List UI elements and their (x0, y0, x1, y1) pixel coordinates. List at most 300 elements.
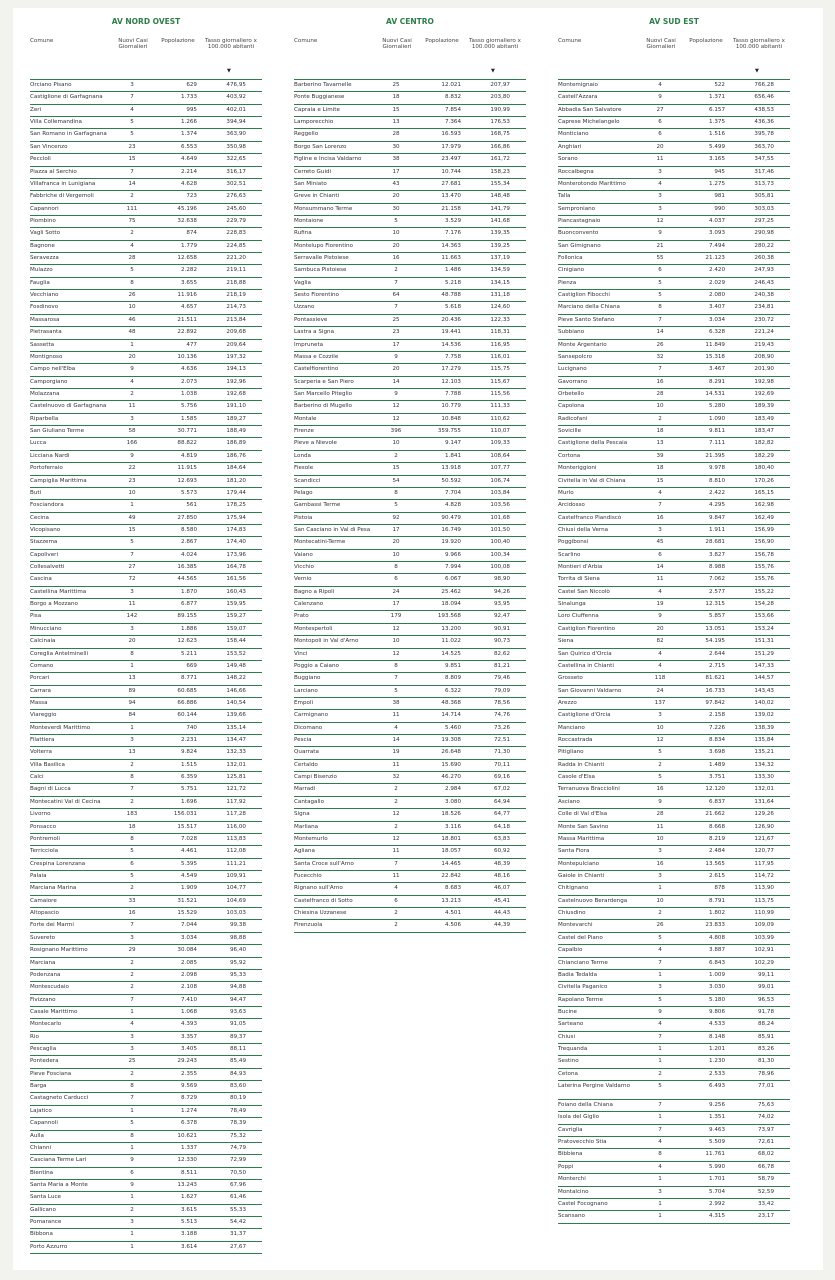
table-row (30, 253, 262, 265)
cell-popolazione: 3.357 (180, 1033, 197, 1040)
cell-comune: Gambassi Terme (294, 502, 341, 509)
cell-popolazione: 6.359 (180, 774, 197, 781)
cell-tasso: 149,48 (226, 662, 246, 669)
header-comune[interactable]: Comune (558, 38, 582, 44)
cell-casi: 2 (130, 885, 134, 892)
cell-comune: Orciano Pisano (30, 82, 72, 88)
cell-tasso: 116,00 (226, 823, 246, 830)
cell-comune: Torrita di Siena (558, 576, 600, 583)
cell-popolazione: 1.585 (180, 415, 197, 422)
cell-tasso: 228,83 (226, 230, 246, 237)
cell-comune: Capalbio (558, 947, 583, 954)
cell-comune: Uzzano (294, 304, 315, 311)
cell-popolazione: 13.200 (441, 625, 461, 632)
cell-tasso: 113,90 (754, 885, 774, 892)
cell-casi: 14 (392, 737, 400, 744)
cell-tasso: 31,37 (229, 1231, 246, 1238)
header-tasso[interactable]: Tasso giornaliero x 100.000 abitanti (205, 38, 257, 51)
sort-desc-icon[interactable]: ▼ (227, 68, 231, 74)
cell-comune: Molazzana (30, 390, 60, 397)
header-popolazione[interactable]: Popolazione (689, 38, 723, 44)
cell-popolazione: 19.920 (441, 539, 461, 546)
cell-popolazione: 88.822 (177, 440, 197, 447)
table-row (30, 1155, 262, 1167)
cell-tasso: 201,90 (754, 366, 774, 373)
cell-casi: 1 (658, 1213, 662, 1220)
cell-popolazione: 21.123 (705, 255, 725, 262)
cell-popolazione: 669 (186, 662, 197, 669)
cell-tasso: 103,56 (490, 502, 510, 509)
cell-comune: Fiesole (294, 465, 314, 472)
cell-casi: 2 (130, 761, 134, 768)
cell-tasso: 94,47 (229, 996, 246, 1003)
table-row (294, 92, 526, 104)
cell-comune: San Quirico d'Orcia (558, 650, 612, 657)
table-row (558, 846, 790, 858)
cell-popolazione: 9.847 (708, 514, 725, 521)
header-casi[interactable]: Nuovi Casi Giornalieri (118, 38, 148, 51)
cell-tasso: 144,57 (754, 675, 774, 682)
cell-tasso: 78,96 (757, 1070, 774, 1077)
table-row (30, 896, 262, 908)
cell-comune: Carmignano (294, 712, 329, 719)
cell-popolazione: 16.385 (177, 564, 197, 571)
cell-comune: Figline e Incisa Valdarno (294, 156, 362, 163)
cell-popolazione: 1.701 (708, 1176, 725, 1183)
cell-casi: 5 (394, 217, 398, 224)
table-row (558, 723, 790, 735)
cell-popolazione: 7.410 (180, 996, 197, 1003)
cell-popolazione: 561 (186, 502, 197, 509)
cell-tasso: 89,37 (229, 1033, 246, 1040)
cell-comune: Capannori (30, 205, 59, 212)
sort-desc-icon[interactable]: ▼ (755, 68, 759, 74)
cell-tasso: 96,53 (757, 996, 774, 1003)
cell-popolazione: 3.827 (708, 551, 725, 558)
cell-casi: 4 (658, 650, 662, 657)
cell-popolazione: 3.467 (708, 366, 725, 373)
cell-comune: Montecatini Val di Cecina (30, 798, 101, 805)
cell-tasso: 178,25 (226, 502, 246, 509)
cell-comune: Rio (30, 1033, 39, 1040)
table-row (294, 426, 526, 438)
cell-popolazione: 21.395 (705, 452, 725, 459)
cell-comune: Roccalbegna (558, 168, 594, 175)
cell-casi: 92 (392, 514, 400, 521)
cell-comune: Piancastagnaio (558, 217, 601, 224)
cell-comune: Pisa (30, 613, 42, 620)
cell-popolazione: 18.526 (441, 811, 461, 818)
cell-casi: 12 (392, 835, 400, 842)
cell-casi: 7 (394, 860, 398, 867)
cell-tasso: 656,46 (754, 94, 774, 101)
cell-tasso: 153,52 (226, 650, 246, 657)
cell-popolazione: 5.499 (708, 143, 725, 150)
cell-casi: 5 (658, 996, 662, 1003)
cell-casi: 3 (658, 873, 662, 879)
cell-casi: 49 (128, 514, 136, 521)
table-row (294, 228, 526, 240)
table-row (294, 451, 526, 463)
table-row (30, 772, 262, 784)
table-row (558, 772, 790, 784)
cell-comune: Bientina (30, 1169, 54, 1176)
cell-comune: Pelago (294, 489, 313, 496)
header-popolazione[interactable]: Popolazione (161, 38, 195, 44)
header-tasso[interactable]: Tasso giornaliero x 100.000 abitanti (733, 38, 785, 51)
cell-casi: 29 (128, 947, 136, 954)
cell-popolazione: 5.704 (708, 1188, 725, 1195)
cell-comune: Chitignano (558, 885, 589, 892)
table-row (294, 574, 526, 586)
cell-casi: 3 (658, 712, 662, 719)
table-row (558, 525, 790, 537)
table-row (558, 673, 790, 685)
table-row (30, 649, 262, 661)
cell-popolazione: 4.819 (180, 452, 197, 459)
cell-comune: Firenze (294, 428, 314, 435)
cell-comune: Lamporecchio (294, 119, 334, 126)
cell-comune: Buonconvento (558, 230, 599, 237)
cell-popolazione: 4.315 (708, 1213, 725, 1220)
cell-comune: Monteverdi Marittimo (30, 724, 91, 731)
cell-casi: 4 (658, 180, 662, 187)
cell-popolazione: 8.810 (708, 477, 725, 484)
cell-tasso: 69,16 (493, 774, 510, 781)
cell-casi: 13 (392, 119, 400, 126)
cell-casi: 20 (392, 539, 400, 546)
cell-comune: Roccastrada (558, 737, 593, 744)
table-row (558, 784, 790, 796)
cell-casi: 5 (130, 1120, 134, 1127)
cell-comune: Fucecchio (294, 873, 322, 879)
cell-casi: 9 (658, 1008, 662, 1015)
cell-casi: 3 (658, 205, 662, 212)
cell-casi: 55 (656, 255, 664, 262)
cell-casi: 2 (658, 761, 662, 768)
cell-comune: Montopoli in Val d'Arno (294, 638, 359, 645)
table-row (294, 513, 526, 525)
cell-tasso: 110,62 (490, 415, 510, 422)
table-row (30, 179, 262, 191)
cell-casi: 24 (392, 588, 400, 595)
cell-popolazione: 4.024 (180, 551, 197, 558)
cell-tasso: 192,68 (226, 390, 246, 397)
cell-popolazione: 8.988 (708, 564, 725, 571)
cell-casi: 9 (130, 452, 134, 459)
header-casi[interactable]: Nuovi Casi Giornalieri (646, 38, 676, 51)
header-tasso[interactable]: Tasso giornaliero x 100.000 abitanti (469, 38, 521, 51)
table-row (30, 1007, 262, 1019)
cell-tasso: 115,67 (490, 378, 510, 385)
cell-casi: 8 (394, 564, 398, 571)
header-popolazione[interactable]: Popolazione (425, 38, 459, 44)
cell-tasso: 44,39 (493, 922, 510, 929)
cell-casi: 38 (392, 699, 400, 706)
cell-tasso: 245,60 (226, 205, 246, 212)
cell-casi: 4 (658, 947, 662, 954)
cell-tasso: 92,47 (493, 613, 510, 620)
table-row (30, 438, 262, 450)
cell-comune: Civitella Paganico (558, 984, 608, 991)
cell-comune: Sinalunga (558, 601, 586, 608)
table-row (558, 92, 790, 104)
cell-popolazione: 90.479 (441, 514, 461, 521)
cell-casi: 2 (394, 786, 398, 793)
cell-comune: Castelfranco di Sotto (294, 897, 353, 904)
cell-comune: Porto Azzurro (30, 1243, 68, 1250)
cell-popolazione: 13.051 (705, 625, 725, 632)
cell-comune: Massa Marittima (558, 835, 605, 842)
cell-tasso: 111,21 (226, 860, 246, 867)
table-row (294, 550, 526, 562)
cell-tasso: 132,01 (226, 761, 246, 768)
cell-tasso: 155,76 (754, 576, 774, 583)
cell-tasso: 109,09 (754, 922, 774, 929)
cell-casi: 26 (656, 922, 664, 929)
table-row (30, 1143, 262, 1155)
cell-casi: 18 (392, 94, 400, 101)
cell-comune: Seravezza (30, 255, 59, 262)
cell-casi: 8 (394, 662, 398, 669)
cell-tasso: 230,72 (754, 316, 774, 323)
table-row (30, 525, 262, 537)
table-row (558, 933, 790, 945)
cell-comune: Marliana (294, 823, 319, 830)
cell-casi: 8 (130, 1083, 134, 1090)
cell-casi: 1 (130, 1231, 134, 1238)
table-row (30, 1242, 262, 1254)
table-row (294, 760, 526, 772)
table-row (294, 129, 526, 141)
table-row (30, 500, 262, 512)
cell-tasso: 218,19 (226, 292, 246, 299)
cell-comune: Marciana (30, 959, 56, 966)
cell-popolazione: 1.627 (180, 1194, 197, 1201)
cell-comune: Pieve Fosciana (30, 1070, 72, 1077)
table-row (30, 154, 262, 166)
cell-popolazione: 12.120 (705, 786, 725, 793)
cell-tasso: 125,81 (226, 774, 246, 781)
cell-casi: 4 (658, 1139, 662, 1146)
table-row (294, 784, 526, 796)
cell-popolazione: 21.158 (441, 205, 461, 212)
table-row (294, 302, 526, 314)
cell-casi: 3 (130, 1033, 134, 1040)
cell-casi: 26 (656, 341, 664, 348)
cell-comune: Sorano (558, 156, 578, 163)
cell-popolazione: 6.328 (708, 329, 725, 336)
cell-popolazione: 2.984 (444, 786, 461, 793)
cell-casi: 23 (128, 477, 136, 484)
cell-comune: Castel San Niccolò (558, 588, 610, 595)
table-row (294, 401, 526, 413)
cell-popolazione: 3.030 (708, 984, 725, 991)
cell-casi: 16 (392, 255, 400, 262)
table-row (294, 834, 526, 846)
cell-tasso: 153,24 (754, 625, 774, 632)
cell-comune: Pitigliano (558, 749, 584, 756)
cell-popolazione: 2.073 (180, 378, 197, 385)
cell-popolazione: 522 (714, 82, 725, 88)
cell-comune: Massarosa (30, 316, 60, 323)
cell-casi: 7 (130, 94, 134, 101)
cell-popolazione: 17.279 (441, 366, 461, 373)
cell-tasso: 246,43 (754, 279, 774, 286)
cell-comune: Cascina (30, 576, 52, 583)
cell-comune: Cerreto Guidi (294, 168, 332, 175)
table-row (294, 809, 526, 821)
cell-comune: San Giuliano Terme (30, 428, 85, 435)
cell-popolazione: 8.668 (708, 823, 725, 830)
table-row (30, 760, 262, 772)
cell-tasso: 139,35 (490, 230, 510, 237)
cell-comune: Cantagallo (294, 798, 325, 805)
cell-casi: 5 (130, 539, 134, 546)
table-row (294, 883, 526, 895)
cell-casi: 3 (130, 1046, 134, 1053)
cell-comune: Comano (30, 662, 54, 669)
cell-tasso: 99,11 (757, 971, 774, 978)
cell-popolazione: 60.144 (177, 712, 197, 719)
cell-comune: Fosciandora (30, 502, 64, 509)
table-row (558, 1032, 790, 1044)
table-row (30, 698, 262, 710)
cell-tasso: 143,43 (754, 687, 774, 694)
cell-tasso: 110,07 (490, 428, 510, 435)
cell-comune: Orbetello (558, 390, 584, 397)
cell-tasso: 118,31 (490, 329, 510, 336)
cell-popolazione: 4.636 (180, 366, 197, 373)
cell-comune: Larciano (294, 687, 318, 694)
cell-tasso: 161,72 (490, 156, 510, 163)
cell-tasso: 98,90 (493, 576, 510, 583)
table-row (30, 661, 262, 673)
cell-comune: Lucca (30, 440, 47, 447)
cell-casi: 15 (656, 477, 664, 484)
table-row (558, 1044, 790, 1056)
table-row (294, 438, 526, 450)
cell-casi: 3 (130, 82, 134, 88)
cell-comune: Pistoia (294, 514, 313, 521)
cell-tasso: 117,28 (226, 811, 246, 818)
table-row (30, 1069, 262, 1081)
cell-comune: Carrara (30, 687, 51, 694)
cell-casi: 1 (658, 1200, 662, 1207)
cell-casi: 48 (128, 329, 136, 336)
cell-popolazione: 5.857 (708, 613, 725, 620)
cell-popolazione: 7.994 (444, 564, 461, 571)
cell-casi: 12 (392, 625, 400, 632)
table-row (558, 1211, 790, 1223)
cell-popolazione: 2.867 (180, 539, 197, 546)
cell-tasso: 302,51 (226, 180, 246, 187)
table-row (30, 995, 262, 1007)
cell-comune: Sassetta (30, 341, 55, 348)
cell-casi: 7 (658, 1126, 662, 1133)
cell-tasso: 192,69 (754, 390, 774, 397)
table-row (558, 760, 790, 772)
cell-tasso: 70,50 (229, 1169, 246, 1176)
cell-tasso: 102,91 (754, 947, 774, 954)
cell-popolazione: 945 (714, 168, 725, 175)
header-comune[interactable]: Comune (30, 38, 54, 44)
cell-tasso: 184,64 (226, 465, 246, 472)
sort-desc-icon[interactable]: ▼ (491, 68, 495, 74)
cell-casi: 28 (656, 390, 664, 397)
cell-casi: 45 (656, 539, 664, 546)
cell-comune: Gavorrano (558, 378, 588, 385)
cell-casi: 11 (128, 601, 136, 608)
table-row (30, 414, 262, 426)
cell-casi: 7 (130, 1095, 134, 1102)
cell-casi: 20 (656, 625, 664, 632)
cell-tasso: 135,21 (754, 749, 774, 756)
cell-comune: Monterotondo Marittimo (558, 180, 626, 187)
cell-popolazione: 32.638 (177, 217, 197, 224)
cell-popolazione: 7.758 (444, 353, 461, 360)
cell-casi: 9 (394, 390, 398, 397)
table-row (294, 191, 526, 203)
cell-comune: San Casciano in Val di Pesa (294, 526, 371, 533)
cell-comune: Rufina (294, 230, 312, 237)
cell-comune: Massa e Cozzile (294, 353, 339, 360)
cell-popolazione: 17.979 (441, 143, 461, 150)
cell-casi: 2 (394, 922, 398, 929)
header-comune[interactable]: Comune (294, 38, 318, 44)
cell-casi: 7 (130, 922, 134, 929)
cell-comune: Sovicille (558, 428, 582, 435)
table-row (30, 228, 262, 240)
cell-tasso: 219,11 (226, 267, 246, 274)
cell-casi: 2 (130, 230, 134, 237)
cell-popolazione: 1.337 (180, 1144, 197, 1151)
cell-comune: Subbiano (558, 329, 585, 336)
cell-casi: 54 (392, 477, 400, 484)
table-row (30, 1044, 262, 1056)
cell-comune: Collesalvetti (30, 564, 65, 571)
cell-comune: Castellina in Chianti (558, 662, 614, 669)
cell-comune: Scarperia e San Piero (294, 378, 354, 385)
cell-casi: 5 (658, 934, 662, 941)
cell-tasso: 60,92 (493, 848, 510, 855)
cell-tasso: 74,76 (493, 712, 510, 719)
cell-casi: 16 (656, 514, 664, 521)
table-row (294, 414, 526, 426)
header-casi[interactable]: Nuovi Casi Giornalieri (382, 38, 412, 51)
cell-casi: 10 (392, 230, 400, 237)
cell-tasso: 134,59 (490, 267, 510, 274)
cell-tasso: 48,39 (493, 860, 510, 867)
table-row (558, 1019, 790, 1031)
cell-comune: Rosignano Marittimo (30, 947, 88, 954)
cell-comune: Castelnuovo Berardenga (558, 897, 628, 904)
cell-comune: Vicopisano (30, 526, 61, 533)
cell-casi: 26 (128, 292, 136, 299)
cell-popolazione: 10.779 (441, 403, 461, 410)
table-row (558, 340, 790, 352)
cell-casi: 13 (128, 749, 136, 756)
cell-popolazione: 6.378 (180, 1120, 197, 1127)
cell-casi: 7 (394, 304, 398, 311)
table-row (30, 723, 262, 735)
cell-popolazione: 8.729 (180, 1095, 197, 1102)
table-row (294, 265, 526, 277)
cell-popolazione: 13.918 (441, 465, 461, 472)
cell-casi: 3 (130, 415, 134, 422)
cell-tasso: 48,16 (493, 873, 510, 879)
table-row (30, 624, 262, 636)
